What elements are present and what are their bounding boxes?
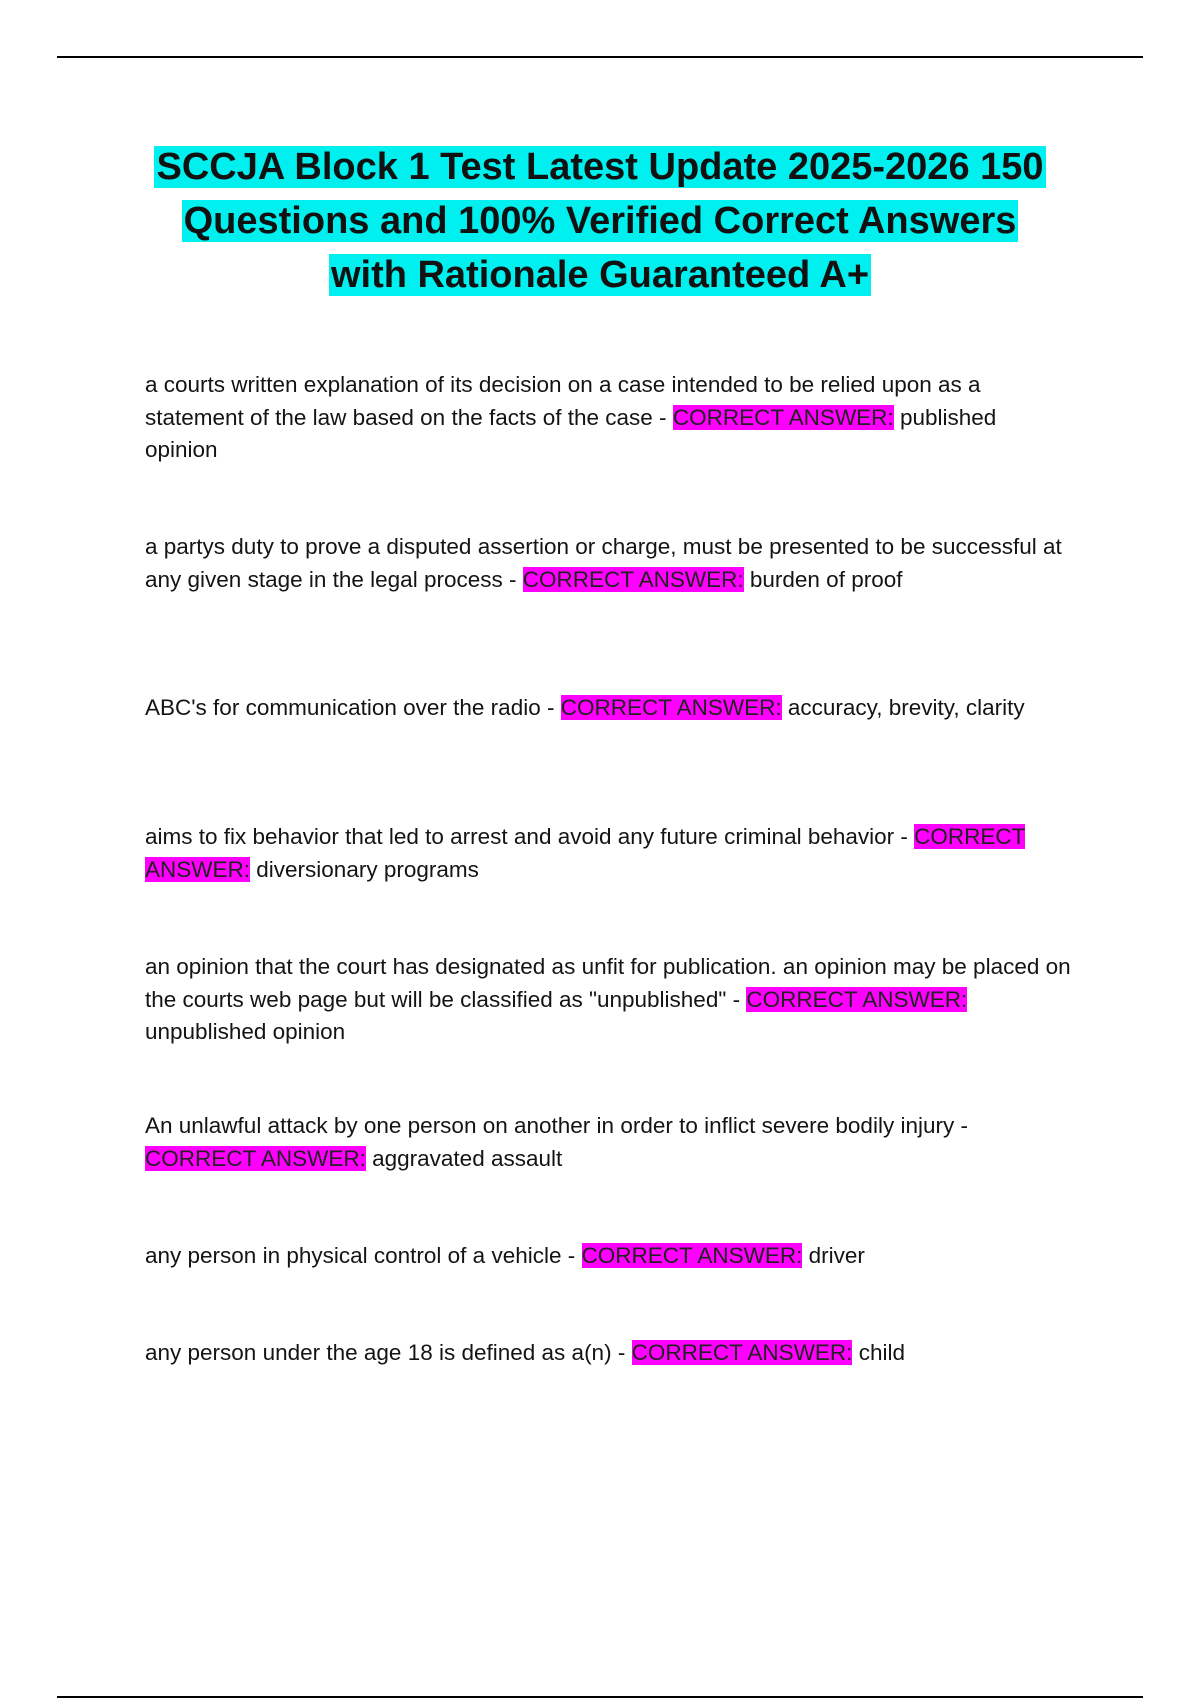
correct-answer-marker: CORRECT ANSWER: <box>522 566 744 592</box>
bottom-divider <box>57 1696 1143 1698</box>
answer-text: burden of proof <box>749 566 903 592</box>
answer-text: child <box>858 1340 905 1365</box>
title-line-3: with Rationale Guaranteed A+ <box>330 254 870 296</box>
question-text: a courts written explanation of its decision on a case intended to be relied upon as a statement of the law based on the facts of the case - <box>145 372 981 430</box>
qa-item <box>145 531 1075 596</box>
correct-answer-marker: CORRECT ANSWER: <box>145 1145 366 1171</box>
question-text: any person in physical control of a vehicle - <box>145 1243 576 1268</box>
question-text: any person under the age 18 is defined as a(n) - <box>145 1340 626 1365</box>
question-text: an opinion that the court has designated as unfit for publication. an opinion may be placed on the courts web page but will be classified as "unpublished" - <box>145 954 1071 1012</box>
correct-answer-marker: CORRECT ANSWER: <box>560 695 782 720</box>
correct-answer-marker: CORRECT ANSWER: <box>145 824 1026 882</box>
correct-answer-marker: CORRECT ANSWER: <box>631 1340 853 1365</box>
correct-answer-marker: CORRECT ANSWER: <box>581 1243 803 1268</box>
answer-text: diversionary programs <box>256 856 479 882</box>
qa-item <box>145 821 1075 886</box>
answer-text: aggravated assault <box>372 1145 563 1171</box>
title-line-2: Questions and 100% Verified Correct Answers <box>183 200 1017 242</box>
qa-item <box>145 1337 1075 1370</box>
qa-item <box>145 951 1075 1049</box>
answer-text: accuracy, brevity, clarity <box>787 695 1025 720</box>
question-text: aims to fix behavior that led to arrest and avoid any future criminal behavior - <box>145 824 908 849</box>
qa-item <box>145 1110 1075 1175</box>
title-line-1: SCCJA Block 1 Test Latest Update 2025-2026 150 <box>156 146 1044 188</box>
answer-text: published opinion <box>145 404 997 462</box>
correct-answer-marker: CORRECT ANSWER: <box>672 404 894 430</box>
top-divider <box>57 56 1143 58</box>
answer-text: driver <box>808 1243 865 1268</box>
document-title <box>110 140 1090 302</box>
question-text: a partys duty to prove a disputed assertion or charge, must be presented to be successful at any given stage in the legal process - <box>145 534 1062 592</box>
question-text: ABC's for communication over the radio - <box>145 695 555 720</box>
qa-item <box>145 369 1075 467</box>
answer-text: unpublished opinion <box>145 1019 346 1044</box>
question-text: An unlawful attack by one person on another in order to inflict severe bodily injury - <box>145 1113 968 1138</box>
correct-answer-marker: CORRECT ANSWER: <box>746 986 968 1012</box>
qa-item <box>145 692 1075 725</box>
qa-item <box>145 1240 1075 1273</box>
